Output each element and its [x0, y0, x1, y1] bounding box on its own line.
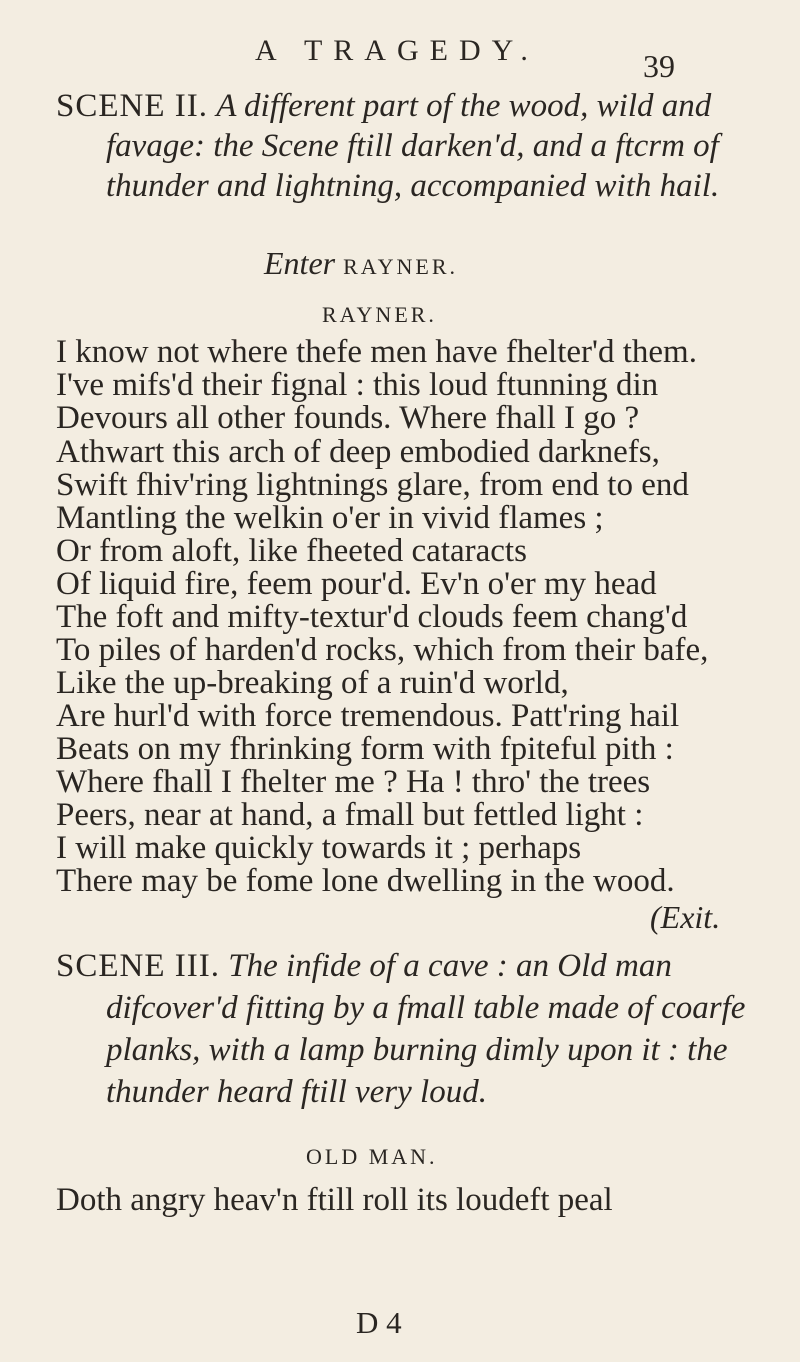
- verse-line: Doth angry heav'n ftill roll its loudeft peal: [56, 1182, 613, 1218]
- verse-line: Or from aloft, like fheeted cataracts: [56, 533, 527, 569]
- verse-line: Like the up-breaking of a ruin'd world,: [56, 665, 569, 701]
- exit-direction: (Exit.: [650, 899, 721, 935]
- scene-2-heading-line-1: [56, 88, 711, 125]
- scene-3-heading-line-2: [106, 990, 745, 1027]
- signature-mark: D 4: [356, 1305, 402, 1340]
- scene-2-heading-line-2: [106, 128, 719, 165]
- scene-3-direction-3: planks, with a lamp burning dimly upon it : the: [106, 1032, 728, 1068]
- enter-name: RAYNER.: [343, 254, 459, 279]
- scene-3-label: SCENE III.: [56, 948, 220, 984]
- verse-line: Mantling the welkin o'er in vivid flames ;: [56, 500, 604, 536]
- scene-3-direction-4: thunder heard ftill very loud.: [106, 1074, 487, 1110]
- verse-line: There may be fome lone dwelling in the wood.: [56, 863, 675, 899]
- scene-2-heading-line-3: [106, 168, 719, 205]
- verse-line: Peers, near at hand, a fmall but fettled light :: [56, 797, 644, 833]
- scene-3-heading-line-1: [56, 948, 672, 985]
- page-number: 39: [643, 48, 675, 84]
- verse-line: I will make quickly towards it ; perhaps: [56, 830, 582, 866]
- verse-line: To piles of harden'd rocks, which from their bafe,: [56, 632, 709, 668]
- verse-line: I know not where thefe men have fhelter'd them.: [56, 334, 697, 370]
- speaker-old-man: OLD MAN.: [306, 1144, 438, 1169]
- verse-line: Where fhall I fhelter me ? Ha ! thro' the trees: [56, 764, 651, 800]
- verse-line: Are hurl'd with force tremendous. Patt'ring hail: [56, 698, 680, 734]
- scene-3-heading-line-3: [106, 1032, 727, 1069]
- running-title: A TRAGEDY.: [255, 34, 539, 67]
- enter-direction: [264, 245, 458, 282]
- verse-line: Of liquid fire, feem pour'd. Ev'n o'er my head: [56, 566, 657, 602]
- verse-line: Devours all other founds. Where fhall I go ?: [56, 400, 640, 436]
- verse-line: The foft and mifty-textur'd clouds feem chang'd: [56, 599, 688, 635]
- verse-line: I've mifs'd their fignal : this loud ftunning din: [56, 367, 659, 403]
- enter-word: Enter: [264, 245, 336, 281]
- verse-line: Beats on my fhrinking form with fpiteful pith :: [56, 731, 674, 767]
- scene-3-direction-2: difcover'd fitting by a fmall table made of coarfe: [106, 990, 746, 1026]
- scene-2-direction-2: favage: the Scene ftill darken'd, and a ftcrm of: [106, 128, 719, 164]
- scene-2-label: SCENE II.: [56, 88, 208, 124]
- speaker-rayner: RAYNER.: [322, 302, 437, 327]
- scene-3-direction-1: The infide of a cave : an Old man: [228, 948, 672, 984]
- verse-line: Swift fhiv'ring lightnings glare, from end to end: [56, 467, 689, 503]
- scene-2-direction-3: thunder and lightning, accompanied with hail.: [106, 168, 720, 204]
- verse-line: Athwart this arch of deep embodied darknefs,: [56, 434, 660, 470]
- scene-2-direction-1: A different part of the wood, wild and: [216, 88, 712, 124]
- scene-3-heading-line-4: [106, 1074, 487, 1111]
